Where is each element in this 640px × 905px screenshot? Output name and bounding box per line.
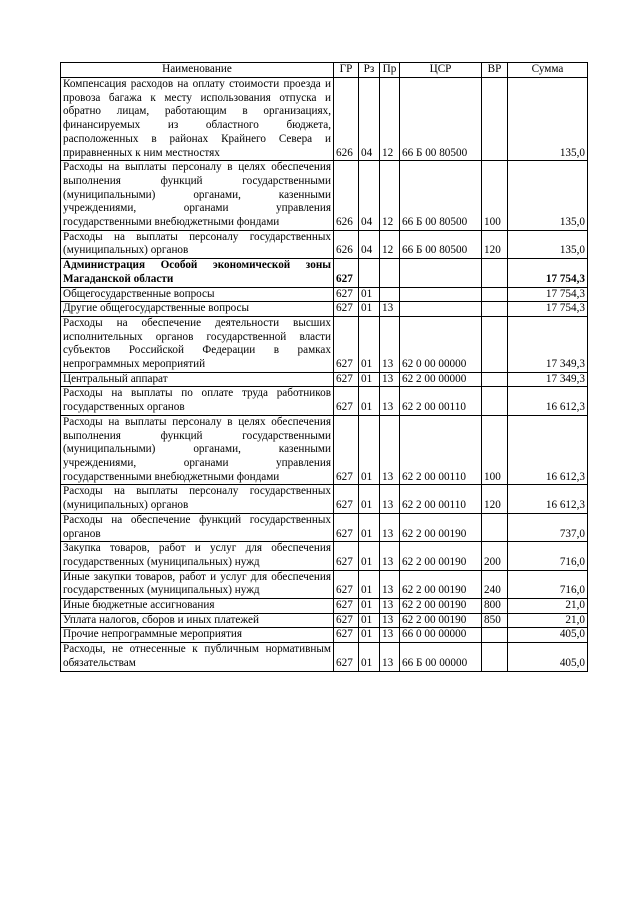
row-csr: 66 Б 00 80500 xyxy=(400,78,482,161)
row-sum: 405,0 xyxy=(508,643,588,671)
row-pr: 13 xyxy=(380,387,400,415)
row-rz: 01 xyxy=(359,570,380,598)
row-pr: 13 xyxy=(380,415,400,485)
row-sum: 17 754,3 xyxy=(508,259,588,287)
header-rz: Рз xyxy=(359,63,380,78)
row-sum: 135,0 xyxy=(508,161,588,231)
table-row xyxy=(61,613,588,628)
row-pr: 13 xyxy=(380,372,400,387)
row-name: Администрация Особой экономической зоны Магаданской области xyxy=(61,259,334,287)
row-csr: 66 Б 00 00000 xyxy=(400,643,482,671)
row-sum: 716,0 xyxy=(508,542,588,570)
row-vr xyxy=(482,643,508,671)
table-row xyxy=(61,161,588,231)
row-csr: 62 2 00 00190 xyxy=(400,599,482,614)
row-gr: 626 xyxy=(334,161,359,231)
row-gr: 627 xyxy=(334,643,359,671)
table-row xyxy=(61,542,588,570)
row-rz: 01 xyxy=(359,302,380,317)
row-sum: 135,0 xyxy=(508,78,588,161)
row-pr: 13 xyxy=(380,513,400,541)
header-name: Наименование xyxy=(61,63,334,78)
table-row xyxy=(61,387,588,415)
row-gr: 627 xyxy=(334,570,359,598)
row-sum: 17 349,3 xyxy=(508,316,588,372)
row-rz: 04 xyxy=(359,78,380,161)
row-pr: 12 xyxy=(380,78,400,161)
row-name: Расходы на обеспечение деятельности высших исполнительных органов государственной власти субъектов Российской Федерации в рамках непрограммных мероприятий xyxy=(61,316,334,372)
header-gr: ГР xyxy=(334,63,359,78)
table-row xyxy=(61,372,588,387)
row-rz: 01 xyxy=(359,643,380,671)
row-name: Расходы на выплаты персоналу государственных (муниципальных) органов xyxy=(61,230,334,258)
table-row xyxy=(61,643,588,671)
row-pr: 13 xyxy=(380,316,400,372)
header-csr: ЦСР xyxy=(400,63,482,78)
row-vr: 120 xyxy=(482,230,508,258)
row-name: Уплата налогов, сборов и иных платежей xyxy=(61,613,334,628)
table-row xyxy=(61,230,588,258)
row-sum: 17 349,3 xyxy=(508,372,588,387)
row-name: Компенсация расходов на оплату стоимости проезда и провоза багажа к месту использования отпуска и обратно лицам, работающим в организациях, финансируемых из областного бюджета, расположенных в районах Крайнего Севера и приравненных к ним местностях xyxy=(61,78,334,161)
row-pr: 12 xyxy=(380,230,400,258)
row-pr: 13 xyxy=(380,628,400,643)
row-sum: 737,0 xyxy=(508,513,588,541)
row-csr xyxy=(400,302,482,317)
row-rz: 01 xyxy=(359,372,380,387)
row-pr: 13 xyxy=(380,302,400,317)
row-csr: 66 0 00 00000 xyxy=(400,628,482,643)
row-name: Расходы на выплаты персоналу в целях обеспечения выполнения функций государственными (муниципальными) органами, казенными учреждениями, органами управления государственными внебюджетными фондами xyxy=(61,415,334,485)
row-sum: 405,0 xyxy=(508,628,588,643)
row-name: Общегосударственные вопросы xyxy=(61,287,334,302)
row-vr xyxy=(482,78,508,161)
row-csr: 62 2 00 00000 xyxy=(400,372,482,387)
row-gr: 626 xyxy=(334,230,359,258)
row-rz: 01 xyxy=(359,513,380,541)
table-row xyxy=(61,513,588,541)
row-csr: 62 2 00 00110 xyxy=(400,415,482,485)
row-name: Расходы на обеспечение функций государственных органов xyxy=(61,513,334,541)
row-gr: 627 xyxy=(334,372,359,387)
row-vr: 120 xyxy=(482,485,508,513)
row-vr: 800 xyxy=(482,599,508,614)
row-rz: 01 xyxy=(359,485,380,513)
row-csr: 62 2 00 00110 xyxy=(400,485,482,513)
row-csr: 62 2 00 00190 xyxy=(400,513,482,541)
row-vr: 850 xyxy=(482,613,508,628)
table-row xyxy=(61,570,588,598)
row-rz: 04 xyxy=(359,230,380,258)
table-row xyxy=(61,259,588,287)
row-vr xyxy=(482,628,508,643)
row-pr xyxy=(380,259,400,287)
row-name: Расходы на выплаты персоналу государственных (муниципальных) органов xyxy=(61,485,334,513)
row-gr: 627 xyxy=(334,599,359,614)
row-vr xyxy=(482,259,508,287)
row-name: Другие общегосударственные вопросы xyxy=(61,302,334,317)
row-sum: 716,0 xyxy=(508,570,588,598)
row-pr: 13 xyxy=(380,599,400,614)
row-csr: 62 2 00 00110 xyxy=(400,387,482,415)
row-pr: 13 xyxy=(380,643,400,671)
budget-table xyxy=(60,62,588,672)
row-rz: 01 xyxy=(359,628,380,643)
row-vr xyxy=(482,387,508,415)
row-rz: 01 xyxy=(359,542,380,570)
row-gr: 627 xyxy=(334,513,359,541)
row-name: Центральный аппарат xyxy=(61,372,334,387)
row-pr: 13 xyxy=(380,485,400,513)
row-gr: 627 xyxy=(334,628,359,643)
table-row xyxy=(61,485,588,513)
row-vr: 100 xyxy=(482,161,508,231)
row-gr: 627 xyxy=(334,485,359,513)
row-csr: 62 2 00 00190 xyxy=(400,613,482,628)
row-name: Закупка товаров, работ и услуг для обеспечения государственных (муниципальных) нужд xyxy=(61,542,334,570)
row-vr xyxy=(482,287,508,302)
row-vr: 200 xyxy=(482,542,508,570)
table-row xyxy=(61,78,588,161)
row-gr: 627 xyxy=(334,287,359,302)
row-csr xyxy=(400,287,482,302)
row-csr xyxy=(400,259,482,287)
row-name: Иные бюджетные ассигнования xyxy=(61,599,334,614)
row-pr: 13 xyxy=(380,613,400,628)
row-sum: 21,0 xyxy=(508,613,588,628)
row-csr: 62 2 00 00190 xyxy=(400,542,482,570)
header-vr: ВР xyxy=(482,63,508,78)
row-pr: 12 xyxy=(380,161,400,231)
row-pr xyxy=(380,287,400,302)
row-pr: 13 xyxy=(380,570,400,598)
row-sum: 16 612,3 xyxy=(508,485,588,513)
row-vr xyxy=(482,302,508,317)
row-csr: 62 2 00 00190 xyxy=(400,570,482,598)
row-vr xyxy=(482,316,508,372)
row-vr: 100 xyxy=(482,415,508,485)
row-name: Расходы на выплаты персоналу в целях обеспечения выполнения функций государственными (муниципальными) органами, казенными учреждениями, органами управления государственными внебюджетными фондами xyxy=(61,161,334,231)
row-name: Иные закупки товаров, работ и услуг для обеспечения государственных (муниципальных) нужд xyxy=(61,570,334,598)
row-sum: 17 754,3 xyxy=(508,287,588,302)
header-sum: Сумма xyxy=(508,63,588,78)
row-pr: 13 xyxy=(380,542,400,570)
row-name: Расходы на выплаты по оплате труда работников государственных органов xyxy=(61,387,334,415)
table-row xyxy=(61,316,588,372)
row-vr xyxy=(482,513,508,541)
header-pr: Пр xyxy=(380,63,400,78)
row-vr: 240 xyxy=(482,570,508,598)
row-gr: 627 xyxy=(334,415,359,485)
row-rz: 01 xyxy=(359,613,380,628)
row-vr xyxy=(482,372,508,387)
row-rz: 01 xyxy=(359,287,380,302)
row-rz: 01 xyxy=(359,316,380,372)
row-csr: 66 Б 00 80500 xyxy=(400,230,482,258)
row-gr: 627 xyxy=(334,302,359,317)
row-csr: 66 Б 00 80500 xyxy=(400,161,482,231)
row-rz: 01 xyxy=(359,387,380,415)
row-rz: 04 xyxy=(359,161,380,231)
row-gr: 627 xyxy=(334,316,359,372)
row-rz: 01 xyxy=(359,599,380,614)
row-gr: 627 xyxy=(334,387,359,415)
row-name: Прочие непрограммные мероприятия xyxy=(61,628,334,643)
row-gr: 627 xyxy=(334,613,359,628)
table-row xyxy=(61,287,588,302)
row-name: Расходы, не отнесенные к публичным нормативным обязательствам xyxy=(61,643,334,671)
header-row xyxy=(61,63,588,78)
table-row xyxy=(61,599,588,614)
table-row xyxy=(61,628,588,643)
row-rz: 01 xyxy=(359,415,380,485)
row-csr: 62 0 00 00000 xyxy=(400,316,482,372)
row-sum: 135,0 xyxy=(508,230,588,258)
row-rz xyxy=(359,259,380,287)
table-row xyxy=(61,415,588,485)
row-gr: 627 xyxy=(334,259,359,287)
row-gr: 627 xyxy=(334,542,359,570)
row-sum: 16 612,3 xyxy=(508,415,588,485)
row-sum: 21,0 xyxy=(508,599,588,614)
row-gr: 626 xyxy=(334,78,359,161)
row-sum: 16 612,3 xyxy=(508,387,588,415)
row-sum: 17 754,3 xyxy=(508,302,588,317)
table-row xyxy=(61,302,588,317)
